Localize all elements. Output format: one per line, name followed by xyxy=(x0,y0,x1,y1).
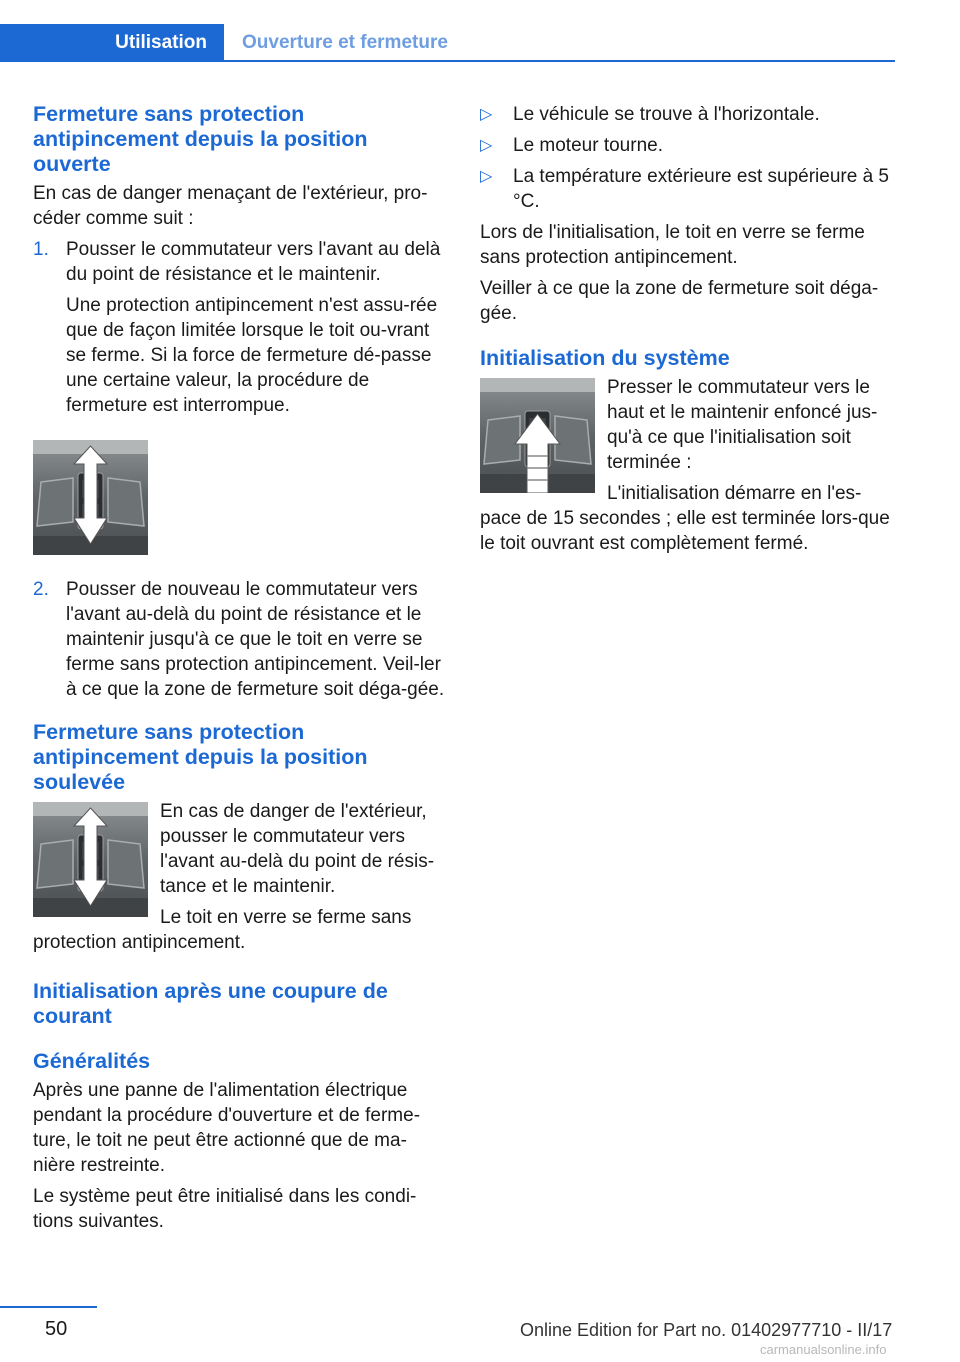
watermark: carmanualsonline.info xyxy=(760,1342,887,1357)
step-text: Pousser le commutateur vers l'avant au delà du point de résistance et le maintenir. xyxy=(66,239,441,285)
step-number: 2. xyxy=(33,579,49,600)
triangle-bullet-icon: ▷ xyxy=(480,106,493,123)
condition-item: ▷ Le véhicule se trouve à l'horizontale. xyxy=(480,104,820,125)
edition-label: Online Edition for Part no. 01402977710 - II/17 xyxy=(520,1320,893,1340)
system-init-timing: L'initialisation démarre en l'es-pace de 15 secondes ; elle est terminée lors-que le toit ouvrant est complètement fermé. xyxy=(480,483,890,554)
switch-push-forward-figure xyxy=(33,440,148,555)
section-intro: En cas de danger menaçant de l'extérieur, pro-céder comme suit : xyxy=(33,183,428,229)
conditions-intro: Le système peut être initialisé dans les condi-tions suivantes. xyxy=(33,1186,417,1232)
section-title-power-cut: Initialisation après une coupure de courant xyxy=(33,979,388,1028)
triangle-bullet-icon: ▷ xyxy=(480,137,493,154)
raised-result: Le toit en verre se ferme sans protection antipincement. xyxy=(33,907,412,953)
step-1 xyxy=(33,237,448,418)
system-init-instruction: Presser le commutateur vers le haut et le maintenir enfoncé jus-qu'à ce que l'initialisation soit terminée : xyxy=(607,377,878,473)
condition-item: ▷ Le moteur tourne. xyxy=(480,135,663,156)
right-column xyxy=(480,102,895,562)
section-title-raised-position: Fermeture sans protection antipincement depuis la position soulevée xyxy=(33,720,368,794)
left-column xyxy=(33,102,448,1240)
raised-position-block xyxy=(33,799,448,961)
section-title-system-init: Initialisation du système xyxy=(480,346,730,370)
section-title-open-position: Fermeture sans protection antipincement depuis la position ouverte xyxy=(33,102,368,176)
step-2 xyxy=(33,577,448,702)
step-number: 1. xyxy=(33,239,49,260)
tab-ouverture-fermeture[interactable]: Ouverture et fermeture xyxy=(242,32,448,53)
header-rule xyxy=(224,60,895,62)
general-text: Après une panne de l'alimentation électrique pendant la procédure d'ouverture et de ferme-ture, le toit ne peut être actionné que de ma-nière restreinte. xyxy=(33,1080,421,1176)
switch-push-forward-raised-figure xyxy=(33,802,148,917)
system-init-block xyxy=(480,375,895,556)
step-note: Une protection antipincement n'est assu-rée que de façon limitée lorsque le toit ou-vrant se ferme. Si la force de fermeture dé-passe une certaine valeur, la procédure de fermeture est interrompue. xyxy=(66,295,438,416)
header-bar xyxy=(0,24,895,62)
step-text: Pousser de nouveau le commutateur vers l'avant au-delà du point de résistance et le maintenir jusqu'à ce que le toit en verre se ferme sans protection antipincement. Veil-ler à ce que la zone de fermeture soit déga-gée. xyxy=(66,579,445,700)
subsection-title-general: Généralités xyxy=(33,1049,151,1073)
condition-item: ▷ La température extérieure est supérieure à 5 °C. xyxy=(480,166,889,212)
clear-zone-note: Veiller à ce que la zone de fermeture soit déga-gée. xyxy=(480,278,879,324)
page-number: 50 xyxy=(45,1318,68,1340)
initialisation-note: Lors de l'initialisation, le toit en verre se ferme sans protection antipincement. xyxy=(480,222,865,268)
triangle-bullet-icon: ▷ xyxy=(480,168,493,185)
footer-rule xyxy=(0,1306,97,1308)
raised-text: En cas de danger de l'extérieur, pousser le commutateur vers l'avant au-delà du point de résis-tance et le maintenir. xyxy=(160,801,435,897)
switch-press-up-figure xyxy=(480,378,595,493)
tab-utilisation[interactable]: Utilisation xyxy=(0,24,224,62)
